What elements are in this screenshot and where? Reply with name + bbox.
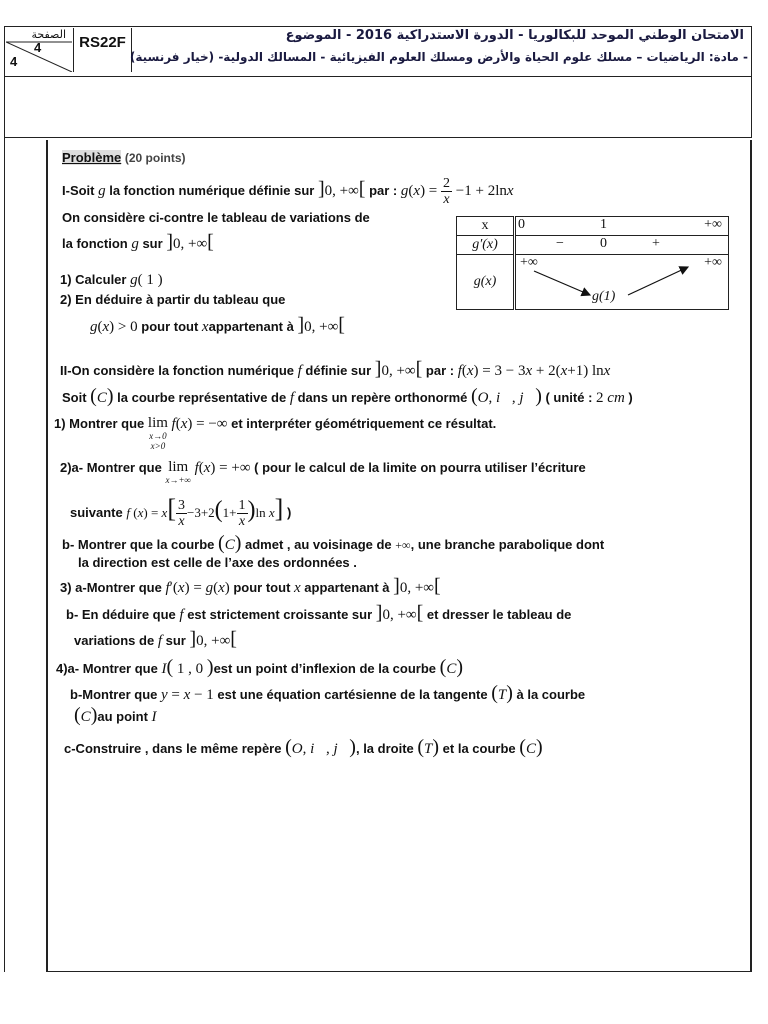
part2-q3a: 3) a-Montrer que f′(x) = g(x) pour tout x appartenant à ]0, +∞[: [60, 575, 441, 597]
part2-q2b-1: b- Montrer que la courbe: [62, 537, 219, 552]
cell-x-1: 1: [600, 217, 607, 232]
part2-soit-e: ): [624, 390, 633, 405]
part2-q4c-a: c-Construire , dans le même repère: [64, 741, 286, 756]
part2-q1: 1) Montrer que lim x→0 x>0 f(x) = −∞ et interpréter géométriquement ce résultat.: [54, 415, 497, 451]
part2-q4c-b: , la droite: [355, 741, 418, 756]
part1-q2: 2) En déduire à partir du tableau que: [60, 292, 286, 307]
part2-soit-a: Soit: [62, 390, 91, 405]
part1-q2b: g(x) > 0 pour tout xappartenant à ]0, +∞[: [90, 314, 345, 336]
part1-consider-2: la fonction g sur ]0, +∞[: [62, 231, 214, 253]
part2-q4a-a: 4)a- Montrer que: [56, 661, 162, 676]
cell-gprime-values: [515, 236, 729, 255]
cell-x-label: x: [457, 217, 515, 236]
part2-q2b: b- Montrer que la courbe (C) admet , au voisinage de +∞, une branche parabolique dont: [62, 532, 605, 554]
cell-g-inf-right: +∞: [704, 255, 722, 270]
part2-q3b-d: variations de: [74, 633, 158, 648]
part2-q3b-c: et dresser le tableau de: [423, 607, 572, 622]
problem-points: (20 points): [124, 151, 186, 165]
part1-consider-2b: sur: [138, 236, 167, 251]
part2-q3b-b: est strictement croissante sur: [183, 607, 376, 622]
part2-q3b: b- En déduire que f est strictement croissante sur ]0, +∞[ et dresser le tableau de: [66, 602, 572, 624]
part2-intro: II-On considère la fonction numérique f définie sur ]0, +∞[ par : f(x) = 3 − 3x + 2(x+1) lnx: [60, 358, 611, 380]
part1-intro-c: par :: [369, 182, 401, 198]
part2-q3a-a: 3) a-Montrer que: [60, 580, 166, 595]
cell-gprime-label: g′(x): [457, 236, 515, 255]
part2-q4b-line2: (C)au point I: [74, 704, 157, 726]
part1-intro-a: I-Soit: [62, 182, 99, 198]
part2-q3b-line2: variations de f sur ]0, +∞[: [74, 628, 237, 650]
part2-soit-b: la courbe représentative de: [113, 390, 290, 405]
part2-q3b-a: b- En déduire que: [66, 607, 180, 622]
exam-code: RS22F: [74, 28, 132, 72]
part2-q4a-b: est un point d’inflexion de la courbe: [213, 661, 440, 676]
part2-q2a-c: suivante: [70, 505, 127, 520]
part2-q4b-d: au point: [97, 709, 152, 724]
part2-q2a-b: ( pour le calcul de la limite on pourra utiliser l’écriture: [254, 460, 586, 475]
cell-g-inf-left: +∞: [520, 255, 538, 270]
part2-q2b-line2: la direction est celle de l’axe des ordonnées .: [78, 555, 357, 570]
variation-arrows: [516, 255, 716, 311]
cell-x-inf: +∞: [704, 217, 722, 232]
part2-q4b: b-Montrer que y = x − 1 est une équation cartésienne de la tangente (T) à la courbe: [70, 682, 586, 704]
part2-soit-c: dans un repère orthonormé: [294, 390, 471, 405]
part1-q1-text: 1) Calculer: [60, 272, 131, 287]
part2-soit-d: ( unité :: [541, 390, 597, 405]
problem-heading: [62, 150, 186, 165]
page-number: 4: [34, 40, 42, 55]
cell-gprime-zero: 0: [600, 236, 607, 251]
part2-q3b-e: sur: [161, 633, 190, 648]
cell-g-values: [515, 255, 729, 310]
cell-x-values: [515, 217, 729, 236]
cell-g-min: g(1): [592, 289, 616, 304]
part2-soit: Soit (C) la courbe représentative de f dans un repère orthonormé (O, i⃗, j⃗) ( unité : 2 cm ): [62, 385, 633, 407]
part1-intro-b: la fonction numérique définie sur: [105, 182, 318, 198]
cell-gprime-plus: +: [652, 236, 660, 251]
part2-intro-c: par :: [425, 363, 458, 378]
header-divider: [4, 76, 752, 77]
cell-gprime-minus: −: [556, 236, 564, 251]
table-row-gprime: [457, 236, 729, 255]
part2-q2b-2: admet , au voisinage de: [241, 537, 396, 552]
table-row-x: [457, 217, 729, 236]
part2-q4b-a: b-Montrer que: [70, 687, 161, 702]
part1-q1: 1) Calculer g( 1 ): [60, 272, 163, 288]
part1-intro: I-Soit g la fonction numérique définie sur ]0, +∞[ par : g(x) = $\frac{2}{x}$ −1 + 2lnx: [62, 176, 514, 207]
part2-q1-a: 1) Montrer que: [54, 416, 148, 431]
part1-q2b-a: pour tout: [141, 319, 202, 334]
limit-x-to-0: lim x→0 x>0: [147, 415, 168, 451]
part2-q4b-b: est une équation cartésienne de la tangente: [217, 687, 492, 702]
limit-x-to-inf: lim x→+∞: [165, 459, 191, 485]
variation-table: [456, 216, 729, 310]
cell-g-label: g(x): [457, 255, 515, 310]
header-title: الامتحان الوطني الموحد للبكالوريا - الدورة الاستدراكية 2016 - الموضوع: [285, 28, 744, 43]
part2-q4c: c-Construire , dans le même repère (O, i⃗, j⃗), la droite (T) et la courbe (C): [64, 736, 543, 758]
part2-q3a-c: appartenant à: [300, 580, 394, 595]
part2-q2a: 2)a- Montrer que lim x→+∞ f(x) = +∞ ( pour le calcul de la limite on pourra utiliser l’écriture: [60, 459, 586, 485]
part2-q3a-b: pour tout: [233, 580, 295, 595]
part2-q2b-3: , une branche parabolique dont: [410, 537, 605, 552]
part1-q2b-b: appartenant à: [208, 319, 298, 334]
part2-q4a: 4)a- Montrer que I( 1 , 0 )est un point d’inflexion de la courbe (C): [56, 656, 463, 678]
problem-title: Problème: [62, 150, 122, 165]
table-row-g: [457, 255, 729, 310]
part2-q4c-c: et la courbe: [439, 741, 520, 756]
cell-x-0: 0: [518, 217, 525, 232]
part2-q2a-formula: suivante f (x) = x[ $\frac{3}{x}$ −3+2(1+ $\frac{1}{x}$ )ln x] ): [70, 494, 292, 530]
part1-consider-1: On considère ci-contre le tableau de variations de: [62, 210, 370, 225]
part2-q2a-a: 2)a- Montrer que: [60, 460, 166, 475]
part2-intro-a: II-On considère la fonction numérique: [60, 363, 298, 378]
part2-q4b-c: à la courbe: [512, 687, 586, 702]
header-subtitle: - مادة: الرياضيات – مسلك علوم الحياة والأرض ومسلك العلوم الفيزيائية - المسالك الدولية- (خيار فرنسية): [129, 50, 748, 64]
page-label: الصفحة: [31, 28, 66, 41]
part1-consider-2a: la fonction: [62, 236, 132, 251]
outer-left-border: [4, 138, 5, 972]
part2-q1-b: et interpréter géométriquement ce résultat.: [231, 416, 497, 431]
part2-intro-b: définie sur: [301, 363, 375, 378]
page-total: 4: [10, 54, 18, 69]
